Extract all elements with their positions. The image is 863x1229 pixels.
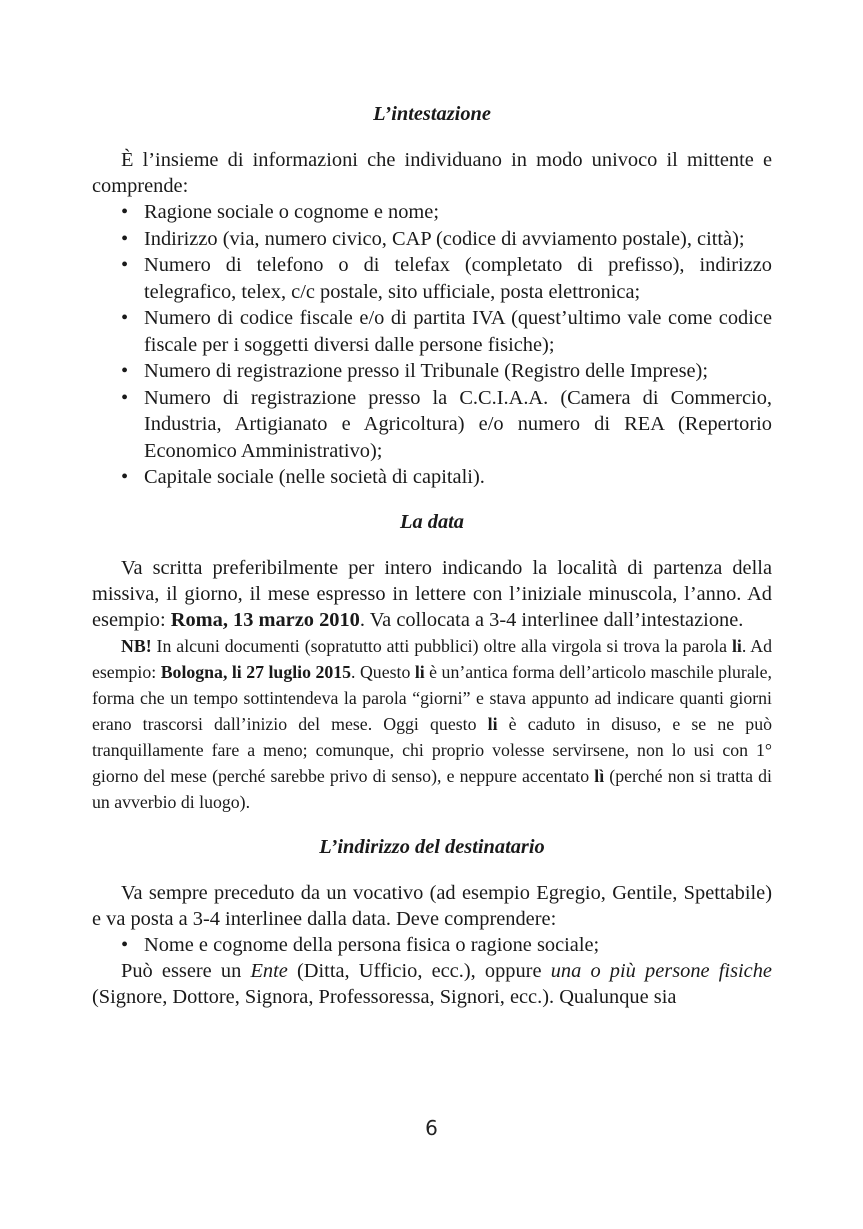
- nb-text: . Questo: [351, 661, 415, 682]
- indirizzo-persone: una o più persone fisiche: [550, 960, 772, 982]
- section-title-indirizzo: L’indirizzo del destinatario: [319, 835, 545, 858]
- data-paragraph: [92, 555, 772, 633]
- list-item: • Numero di registrazione presso la C.C.I.A.A. (Camera di Commercio, Industria, Artigianato e Agricoltura) e/o numero di REA (Repertorio Economico Amministrativo);: [121, 385, 772, 465]
- intestazione-list: [92, 199, 772, 491]
- nb-li-accent: lì: [594, 765, 605, 786]
- list-item: • Indirizzo (via, numero civico, CAP (codice di avviamento postale), città);: [121, 226, 772, 253]
- intestazione-intro: È l’insieme di informazioni che individuano in modo univoco il mittente e comprende:: [92, 149, 772, 197]
- nb-text: (perché non si tratta di un avverbio di luogo).: [92, 765, 772, 812]
- list-item: • Nome e cognome della persona fisica o ragione sociale;: [121, 932, 772, 959]
- nb-li: li: [487, 713, 498, 734]
- indirizzo-list: [92, 932, 772, 959]
- indirizzo-paragraph: Va sempre preceduto da un vocativo (ad esempio Egregio, Gentile, Spettabile) e va posta a 3-4 interlinee dalla data. Deve comprendere:: [92, 881, 772, 930]
- data-text-1: Va scritta preferibilmente per intero indicando la località di partenza della missiva, il giorno, il mese espresso in lettere con l’iniziale minuscola, l’anno. Ad esempio:: [92, 556, 772, 631]
- list-item: • Numero di registrazione presso il Tribunale (Registro delle Imprese);: [121, 358, 772, 385]
- indirizzo-paragraph-2: [92, 958, 772, 1010]
- page-number: 6: [425, 1116, 438, 1140]
- list-item: • Numero di telefono o di telefax (completato di prefisso), indirizzo telegrafico, telex, c/c postale, sito ufficiale, posta elettronica;: [121, 252, 772, 305]
- nb-li: li: [731, 635, 742, 656]
- nb-text: . Ad esempio:: [92, 635, 772, 682]
- list-item: • Ragione sociale o cognome e nome;: [121, 199, 772, 226]
- nb-note: [92, 633, 772, 815]
- nb-label: NB!: [121, 635, 152, 656]
- data-text-2: . Va collocata a 3-4 interlinee dall’intestazione.: [359, 608, 744, 631]
- indirizzo-text: (Ditta, Ufficio, ecc.), oppure: [287, 960, 551, 982]
- data-example: Roma, 13 marzo 2010: [170, 608, 360, 631]
- nb-li: li: [414, 661, 425, 682]
- list-item: • Numero di codice fiscale e/o di partita IVA (quest’ultimo vale come codice fiscale per i soggetti diversi dalle persone fisiche);: [121, 305, 772, 358]
- nb-text: è un’antica forma dell’articolo maschile plurale, forma che un tempo sottintendeva la parola “giorni” e stava appunto ad indicare quanti giorni erano trascorsi dall’inizio del mese. Oggi questo: [92, 661, 772, 734]
- indirizzo-ente: Ente: [250, 960, 288, 982]
- nb-example: Bologna, li 27 luglio 2015: [160, 661, 352, 682]
- nb-text: è caduto in disuso, e se ne può tranquillamente fare a meno; comunque, chi proprio volesse servirsene, non lo usi con 1° giorno del mese (perché sarebbe privo di senso), e neppure accentato: [92, 713, 772, 786]
- list-item: • Capitale sociale (nelle società di capitali).: [121, 464, 772, 491]
- section-title-data: La data: [400, 510, 464, 533]
- section-title-intestazione: L’intestazione: [373, 103, 491, 125]
- document-page: [92, 100, 772, 1010]
- indirizzo-text: Può essere un: [121, 960, 251, 982]
- nb-text: In alcuni documenti (sopratutto atti pubblici) oltre alla virgola si trova la parola: [151, 635, 732, 656]
- indirizzo-text: (Signore, Dottore, Signora, Professoressa, Signori, ecc.). Qualunque sia: [92, 986, 677, 1008]
